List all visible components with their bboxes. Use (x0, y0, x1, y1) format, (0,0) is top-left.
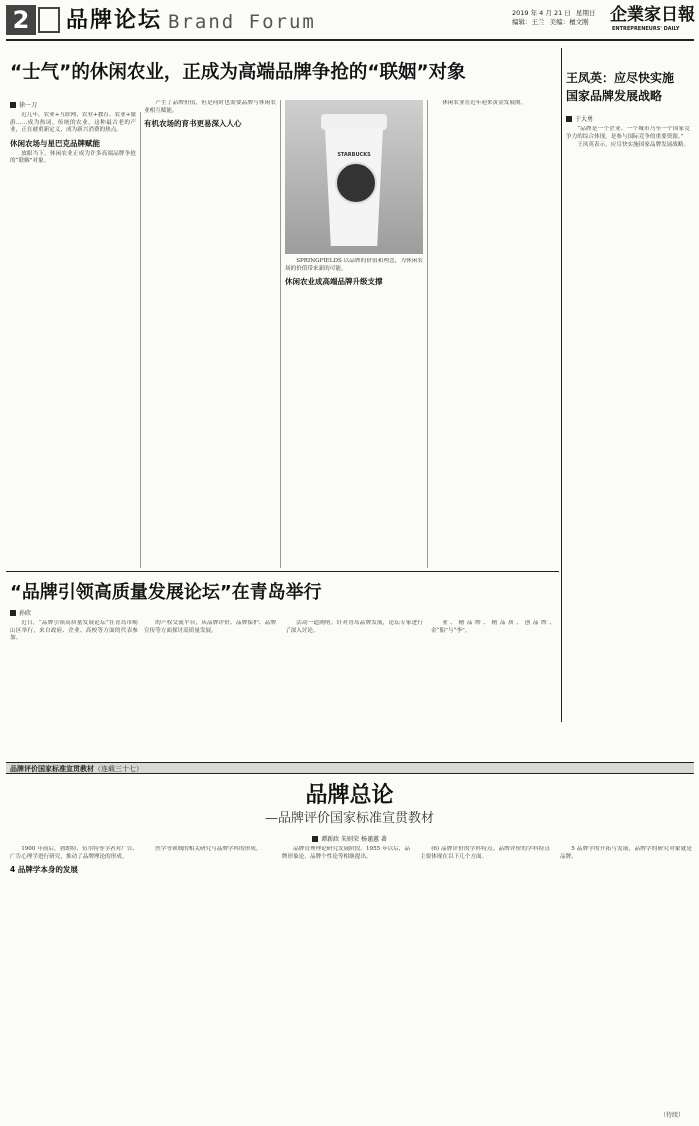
sidebar-byline (566, 114, 593, 123)
starbucks-logo-icon (335, 162, 377, 204)
designer-name: 檀文刚 (569, 18, 589, 26)
paragraph: “品牌是一个企业、一个城市乃至一个国家竞争力的综合体现，是参与国际竞争的重要资源。” (566, 126, 690, 140)
paragraph: 放眼当下，休闲农业正成为许多高端品牌争抢的“联姻”对象。 (10, 150, 136, 164)
issue-weekday: 星期日 (575, 9, 596, 17)
article3-col1 (10, 846, 138, 1120)
sidebar-text (566, 126, 690, 716)
article3-title: 品牌总论 (305, 783, 394, 808)
starbucks-cup-photo (285, 100, 423, 254)
article2-col1 (10, 620, 138, 758)
article1-title: “士气”的休闲农业，正成为高端品牌争抢的“联姻”对象 (10, 62, 466, 83)
masthead-logo-en: ENTREPRENEURS' DAILY (612, 26, 680, 32)
article1-subhead-starbucks: 休闲农场与星巴克品牌赋能 (10, 138, 100, 148)
article3-col3 (282, 846, 410, 1120)
article1-subhead-support: 休闲农业成高端品牌升级支撑 (285, 277, 383, 286)
column-divider (427, 100, 428, 568)
header-rule (6, 39, 694, 41)
page-number-badge: 2 (6, 5, 36, 35)
editor-name: 王兰 (531, 18, 545, 26)
editor-label: 编辑： (512, 18, 532, 26)
paragraph: (6) 品牌评价的学科特点。品牌评价的学科特点主要体现在以下几个方面。 (420, 846, 550, 860)
article3-col2 (144, 846, 272, 1120)
column-divider (280, 100, 281, 568)
section-logo-icon (38, 7, 60, 33)
paragraph: 5 品牌学的开拓与发展，品牌学的研究对象就是品牌。 (560, 846, 692, 860)
article3-col5 (560, 846, 692, 1108)
paragraph: 的产权交流平台，从品牌评价、品牌保护、品牌宣传等方面探讨高质量发展。 (144, 620, 276, 634)
paragraph: 近日，“品牌引领高质量发展论坛”在青岛市崂山区举行，来自政府、企业、高校等方面的代表参加。 (10, 620, 138, 641)
sidebar-title-line1: 王凤英：应尽快实施 (566, 71, 675, 85)
article2-col4 (431, 620, 555, 758)
banner-serial: （连载三十七） (94, 765, 143, 773)
paragraph: 王凤英表示，应尽快实施国家品牌发展战略。 (577, 142, 690, 148)
column-divider (140, 112, 141, 568)
article3-authors: 谭新政 朱则荣 杨谨蕙 著 (321, 836, 387, 843)
paragraph: SPRINGFIELDS 以品牌的价值和理念，为休闲农场的价值带来新的可能。 (285, 258, 423, 272)
sidebar-author: 于大勇 (575, 116, 594, 123)
issue-date: 2019 年 4 月 21 日 (512, 9, 571, 17)
section-rule (6, 571, 559, 572)
article1-col3 (285, 258, 423, 568)
paragraph: 产生了品牌价值，但是同时也需要品牌与休闲农业相互赋能。 (144, 100, 276, 114)
article3-byline (0, 834, 699, 843)
masthead-logo: 企業家日報 (610, 5, 695, 25)
sidebar-title-line2: 国家品牌发展战略 (566, 89, 663, 103)
article1-col2 (144, 100, 276, 568)
paragraph: 休闲农业在近年迎来黄金发展期。 (442, 100, 527, 106)
section-title-en: Brand Forum (168, 11, 316, 33)
article2-author: 孙欣 (19, 610, 32, 617)
section-title-cn: 品牌论坛 (66, 8, 163, 33)
paragraph: 活动一道阐明。针对青岛品牌发展，论坛专家进行了深入讨论。 (285, 620, 423, 634)
article3-subhead: 4 品牌学本身的发展 (10, 865, 78, 874)
article2-byline (10, 608, 31, 617)
designer-label: 美编： (549, 18, 570, 26)
article1-byline (10, 100, 37, 109)
page-header (6, 5, 694, 37)
article3-subtitle: —品牌评价国家标准宣贯教材 (264, 811, 434, 826)
article2-title: “品牌引领高质量发展论坛”在青岛举行 (10, 582, 322, 603)
article1-subhead-organic: 有机农场的育书更易深入人心 (144, 119, 242, 128)
starbucks-brand-text: STARBUCKS (337, 152, 371, 158)
article3-col4 (420, 846, 550, 1120)
paragraph: 医学等领域的相关研究与品牌学科的形成。 (155, 846, 262, 852)
article2-col2 (144, 620, 276, 758)
article1-author: 徐一刀 (19, 102, 38, 109)
article2-col3 (285, 620, 423, 758)
serial-banner (6, 762, 694, 774)
paragraph: 品牌管理理论研究发展阶段。1955 年以后，品牌形象论、品牌个性论等相继提出。 (282, 846, 410, 860)
article1-col4 (431, 100, 555, 568)
article3-end-mark: （待续） (660, 1112, 685, 1119)
paragraph: 1900 年前后，勃朗特、伍尔特等学者对广告、广告心理学进行研究，推动了品牌理论的形成。 (10, 846, 138, 860)
issue-info (512, 9, 595, 27)
article1-col1 (10, 112, 136, 568)
banner-label: 品牌评价国家标准宣贯教材 (10, 765, 94, 773)
paragraph: 业、精品牌、精品质、创品牌、金“船”与“李”。 (431, 620, 555, 634)
cup-lid (321, 114, 387, 130)
paragraph: 近几年，农业+互联网、农业+教育、农业+旅游……成为热词。传统的农业，这种最古老的产业，正在被重新定义，成为新兴消费的热点。 (10, 112, 136, 133)
